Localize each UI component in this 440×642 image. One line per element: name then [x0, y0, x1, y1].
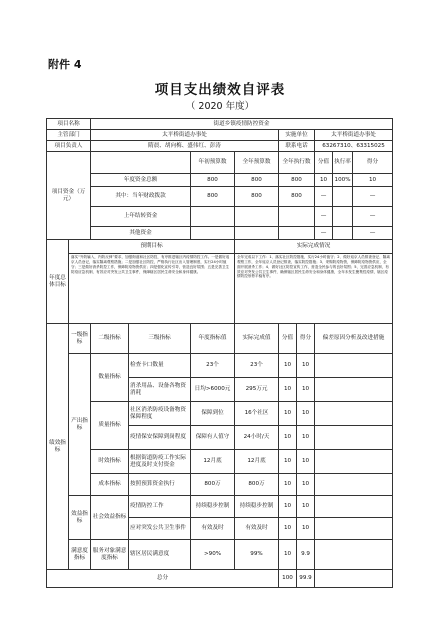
- phone-label: 联系电话: [279, 141, 315, 152]
- col-actual: 实际完成值: [235, 324, 279, 354]
- funds-budget: 800: [235, 174, 279, 187]
- score-value: 10: [279, 378, 297, 402]
- table-row: [47, 141, 393, 152]
- funds-row-label: 其中：当年财政拨款: [91, 187, 191, 207]
- score-value: 10: [279, 518, 297, 540]
- funds-initial: [191, 207, 235, 227]
- funds-budget: 800: [235, 187, 279, 207]
- col-level1: 一级指标: [69, 324, 91, 354]
- points-value: 10: [297, 496, 315, 518]
- score-value: 10: [279, 450, 297, 474]
- page-title: 项目支出绩效自评表: [154, 82, 286, 98]
- points-value: 10: [297, 518, 315, 540]
- table-cell: [91, 152, 191, 174]
- table-row: [47, 130, 393, 141]
- dept-value: 太平桥街道办事处: [91, 130, 279, 141]
- score-value: 10: [279, 474, 297, 496]
- total-points: 99.9: [297, 570, 315, 588]
- reason-cell: [315, 518, 393, 540]
- impl-value: 太平桥街道办事处: [315, 130, 393, 141]
- project-name-label: 项目名称: [47, 119, 91, 130]
- table-row: [47, 240, 393, 254]
- score-value: 10: [279, 496, 297, 518]
- reason-cell: [315, 496, 393, 518]
- points-value: 10: [297, 378, 315, 402]
- col-points: 得分: [297, 324, 315, 354]
- table-row: [47, 450, 393, 474]
- col-target: 年度指标值: [191, 324, 235, 354]
- actual-value: 12月底: [235, 450, 279, 474]
- target-value: 保障有人值守: [191, 426, 235, 450]
- dept-label: 主管部门: [47, 130, 91, 141]
- actual-value: 99%: [235, 540, 279, 570]
- actual-value: 23个: [235, 354, 279, 378]
- funds-col-executed: 全年执行数: [279, 152, 315, 174]
- report-year: （ 2020 年度）: [185, 101, 255, 112]
- funds-initial: [191, 227, 235, 240]
- funds-row-label: 其他资金: [91, 227, 191, 240]
- level3-indicator: 辖区居民满意度: [129, 540, 191, 570]
- points-value: 9.9: [297, 540, 315, 570]
- level3-indicator: 疫情保安保障到岗程度: [129, 426, 191, 450]
- table-row: [47, 354, 393, 378]
- actual-value: 有效及时: [235, 518, 279, 540]
- funds-score: —: [315, 207, 333, 227]
- actual-value: 800万: [235, 474, 279, 496]
- actual-header: 实际完成情况: [235, 240, 393, 254]
- funds-score: 10: [315, 174, 333, 187]
- level3-indicator: 消杀用品、设备各物资消耗: [129, 378, 191, 402]
- target-value: 800万: [191, 474, 235, 496]
- table-row: [47, 496, 393, 518]
- funds-score: —: [315, 187, 333, 207]
- table-row: [47, 227, 393, 240]
- funds-col-score: 分值: [315, 152, 333, 174]
- funds-executed: [279, 207, 315, 227]
- funds-row-label: 上年结转资金: [91, 207, 191, 227]
- funds-points: —: [353, 227, 393, 240]
- attachment-label: 附件 4: [48, 58, 82, 71]
- table-row: [47, 324, 393, 354]
- overall-section-label: 年度总体目标: [47, 240, 69, 324]
- target-value: 23个: [191, 354, 235, 378]
- level3-indicator: 疫情防控工作: [129, 496, 191, 518]
- level3-indicator: 社区消杀防疫设备物资保障程度: [129, 402, 191, 426]
- evaluation-table: [46, 118, 393, 588]
- total-blank: [315, 570, 393, 588]
- level3-indicator: 根据街道防疫工作实际进度及时支付资金: [129, 450, 191, 474]
- level3-indicator: 应对突发公共卫生事件: [129, 518, 191, 540]
- level2-indicator: 服务对象满意度指标: [91, 540, 129, 570]
- leader-value: 隋晨、胡向梅、盛伟红、彭涛: [91, 141, 279, 152]
- target-value: 日均>6000元: [191, 378, 235, 402]
- points-value: 10: [297, 474, 315, 496]
- funds-executed: 800: [279, 174, 315, 187]
- score-value: 10: [279, 402, 297, 426]
- score-value: 10: [279, 540, 297, 570]
- funds-col-budget: 全年预算数: [235, 152, 279, 174]
- funds-section-label: 项目资金（万元）: [47, 152, 91, 240]
- actual-text: 全年完成以下工作：1、落实社区防控措施，实行24小时值守；2、做好返京人员排查登记、隔离观察工作，全年返京人员登记排查，落实防控措施；3、采购防疫物资，保障防疫物资供应，全面开展消杀工作；4、做好社区防控宣传工作，营造全民参与的良好氛围；5、完善应急机制，有效应对突发公共卫生事件，确保辖区居民生命安全和身体健康，全年未发生聚集性疫情，辖区疫情防控形势平稳有序。: [235, 254, 393, 324]
- level3-indicator: 检查卡口数量: [129, 354, 191, 378]
- funds-initial: 800: [191, 174, 235, 187]
- funds-rate: [333, 207, 353, 227]
- level1-indicator: 产出指标: [69, 354, 91, 496]
- performance-section-label: 绩效指标: [47, 324, 69, 570]
- funds-executed: 800: [279, 187, 315, 207]
- level2-indicator: 数量指标: [91, 354, 129, 402]
- actual-value: 24小时/天: [235, 426, 279, 450]
- table-row: [47, 474, 393, 496]
- funds-rate: [333, 227, 353, 240]
- funds-points: 10: [353, 174, 393, 187]
- reason-cell: [315, 474, 393, 496]
- funds-executed: [279, 227, 315, 240]
- level3-indicator: 按照预算资金执行: [129, 474, 191, 496]
- funds-initial: 800: [191, 187, 235, 207]
- col-level2: 二级指标: [91, 324, 129, 354]
- actual-value: 295万元: [235, 378, 279, 402]
- leader-label: 项目负责人: [47, 141, 91, 152]
- level2-indicator: 时效指标: [91, 450, 129, 474]
- total-score: 100: [279, 570, 297, 588]
- table-row: [47, 540, 393, 570]
- points-value: 10: [297, 402, 315, 426]
- expected-text: 落实“外防输入，内防反弹”要求，加强街道和社区防控，有序推进辖区内疫情防控工作。一是做好返京人员登记，落实隔离观察措施；二是加强社区防控，严格执行社区出入管理制度，实行24小时值守；三是做好消杀防控工作，保障防疫物资供应；四是强化宣传引导，营造良好氛围；五是完善卫生防疫应急机制，有效应对突发公共卫生事件，保障辖区居民生命安全和身体健康。: [69, 254, 235, 324]
- col-score: 分值: [279, 324, 297, 354]
- points-value: 10: [297, 426, 315, 450]
- funds-budget: [235, 207, 279, 227]
- level2-indicator: 社会效益指标: [91, 496, 129, 540]
- level1-indicator: 满意度指标: [69, 540, 91, 570]
- project-name-value: 街道乡镇疫情防控资金: [91, 119, 393, 130]
- reason-cell: [315, 378, 393, 402]
- funds-budget: [235, 227, 279, 240]
- reason-cell: [315, 354, 393, 378]
- funds-points: —: [353, 207, 393, 227]
- level1-indicator: 效益指标: [69, 496, 91, 540]
- score-value: 10: [279, 354, 297, 378]
- table-row: [47, 207, 393, 227]
- funds-row-label: 年度资金总额: [91, 174, 191, 187]
- funds-col-rate: 执行率: [333, 152, 353, 174]
- col-level3: 三级指标: [129, 324, 191, 354]
- impl-label: 实施单位: [279, 130, 315, 141]
- col-reason: 偏差原因分析及改进措施: [315, 324, 393, 354]
- reason-cell: [315, 402, 393, 426]
- table-row: [47, 152, 393, 174]
- table-row: [47, 570, 393, 588]
- level2-indicator: 质量指标: [91, 402, 129, 450]
- target-value: 12月底: [191, 450, 235, 474]
- reason-cell: [315, 450, 393, 474]
- target-value: >90%: [191, 540, 235, 570]
- funds-points: —: [353, 187, 393, 207]
- table-row: [47, 174, 393, 187]
- table-row: [47, 402, 393, 426]
- target-value: 有效及时: [191, 518, 235, 540]
- score-value: 10: [279, 426, 297, 450]
- funds-rate: [333, 187, 353, 207]
- funds-col-initial: 年初预算数: [191, 152, 235, 174]
- table-row: [47, 119, 393, 130]
- target-value: 持续稳步控制: [191, 496, 235, 518]
- points-value: 10: [297, 354, 315, 378]
- points-value: 10: [297, 450, 315, 474]
- phone-value: 63267310、63315025: [315, 141, 393, 152]
- actual-value: 持续稳步控制: [235, 496, 279, 518]
- funds-score: —: [315, 227, 333, 240]
- table-row: [47, 187, 393, 207]
- total-label: 总分: [47, 570, 279, 588]
- actual-value: 16个社区: [235, 402, 279, 426]
- funds-col-points: 得分: [353, 152, 393, 174]
- reason-cell: [315, 540, 393, 570]
- level2-indicator: 成本指标: [91, 474, 129, 496]
- reason-cell: [315, 426, 393, 450]
- table-row: [47, 254, 393, 324]
- funds-rate: 100%: [333, 174, 353, 187]
- expected-header: 预期目标: [69, 240, 235, 254]
- target-value: 保障到位: [191, 402, 235, 426]
